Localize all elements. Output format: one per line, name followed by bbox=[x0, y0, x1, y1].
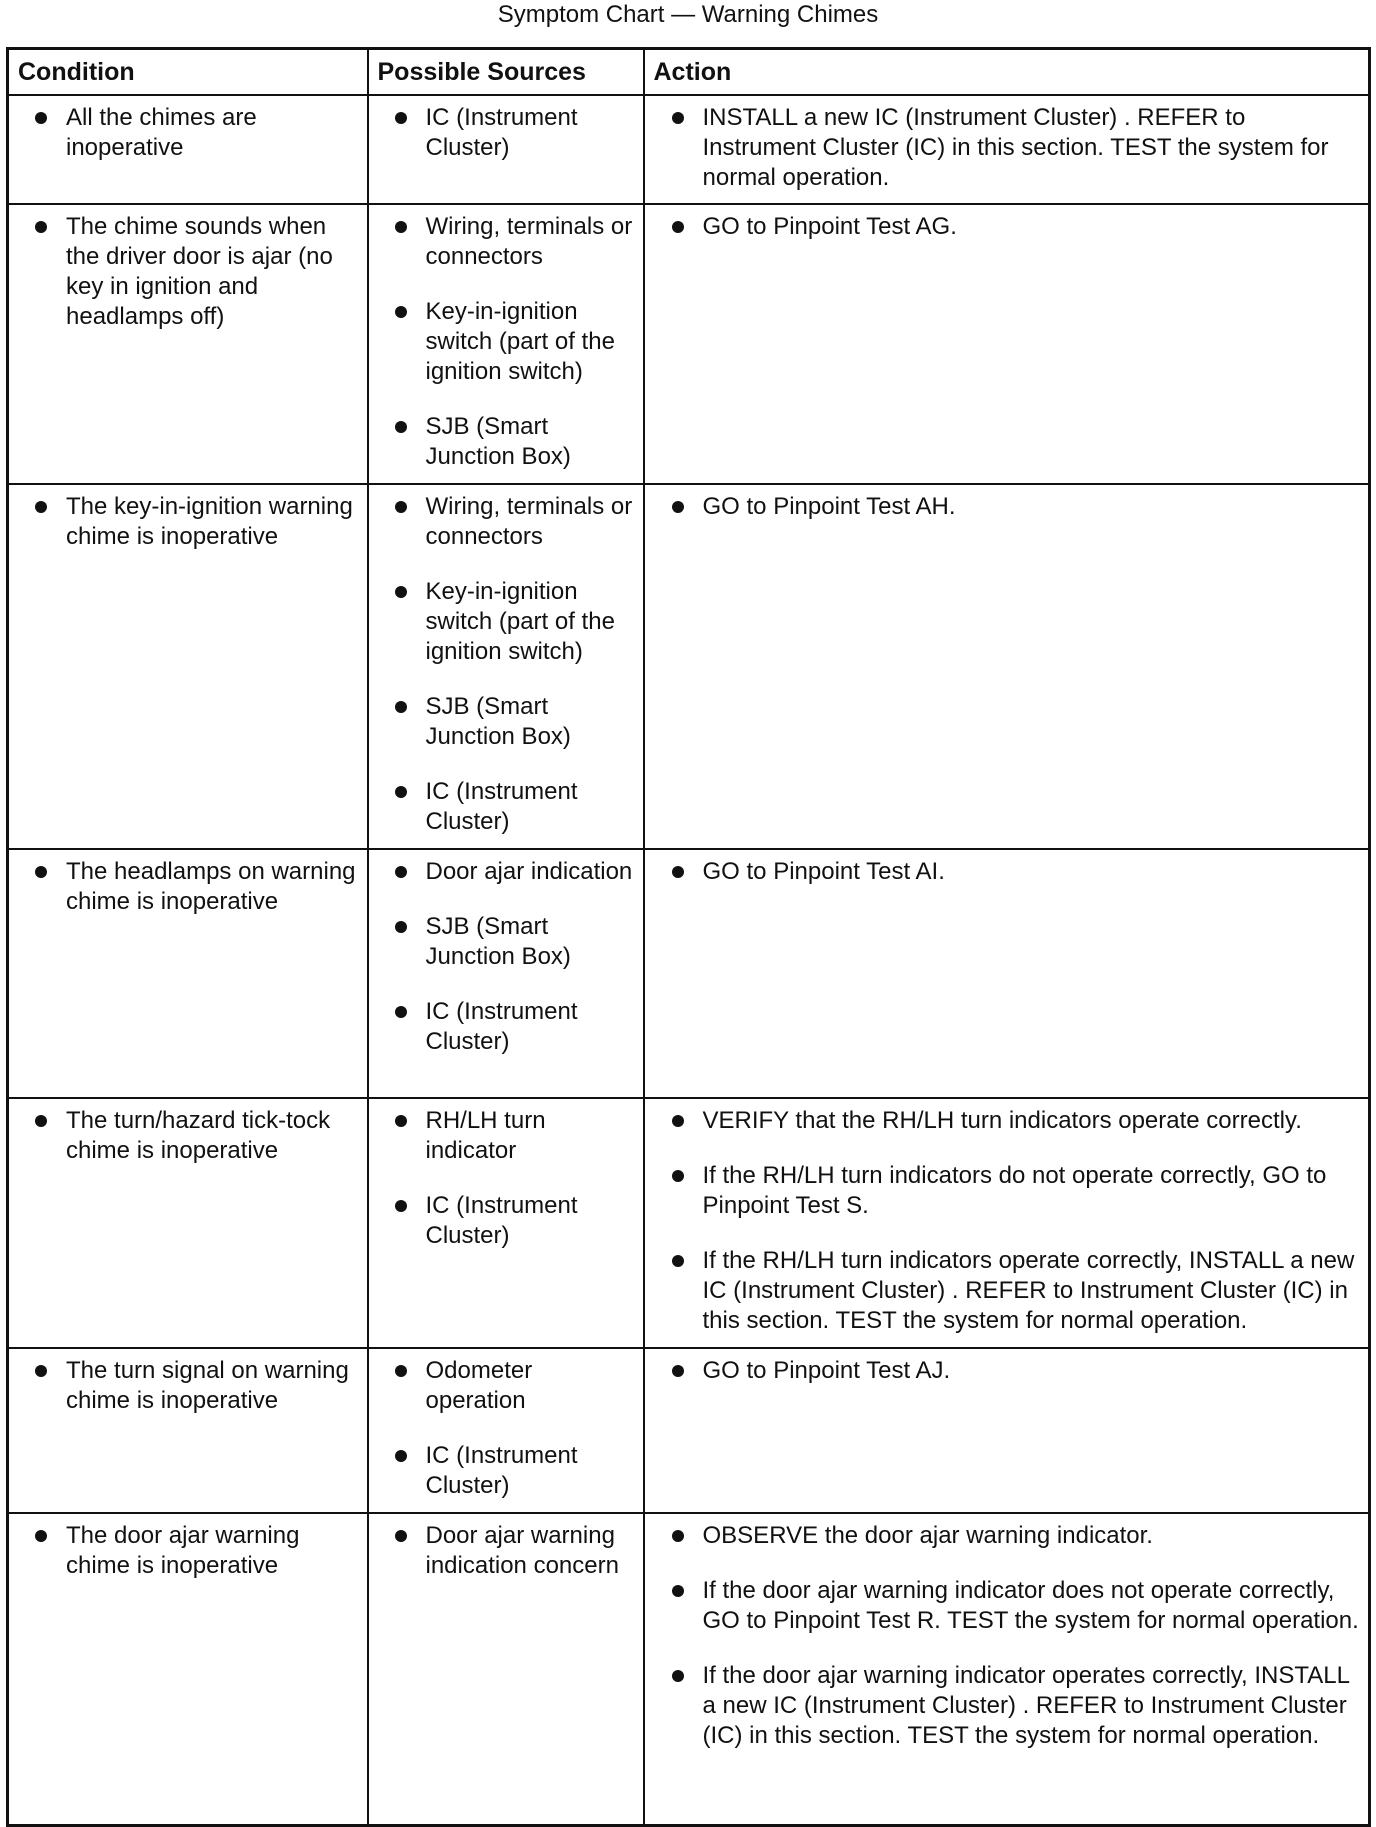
list-item bbox=[369, 1441, 637, 1501]
condition-cell bbox=[8, 95, 368, 204]
bullet-icon bbox=[672, 1530, 684, 1542]
table-row bbox=[8, 1348, 1370, 1513]
source-text: IC (Instrument Cluster) bbox=[425, 777, 578, 835]
list-item bbox=[645, 1661, 1363, 1751]
list-item bbox=[645, 857, 1363, 887]
action-text: OBSERVE the door ajar warning indicator. bbox=[702, 1521, 1153, 1549]
list-item bbox=[369, 1356, 637, 1416]
condition-text: The door ajar warning chime is inoperative bbox=[66, 1521, 300, 1579]
condition-header: Condition bbox=[8, 49, 368, 95]
sources-cell bbox=[368, 1513, 644, 1826]
bullet-icon bbox=[672, 1115, 684, 1127]
table-row bbox=[8, 95, 1370, 204]
source-text: Odometer operation bbox=[425, 1356, 533, 1414]
action-cell bbox=[644, 204, 1370, 484]
action-text: GO to Pinpoint Test AG. bbox=[702, 212, 957, 240]
action-text: GO to Pinpoint Test AI. bbox=[702, 857, 945, 885]
condition-text: The turn/hazard tick-tock chime is inoperative bbox=[66, 1106, 331, 1164]
action-cell bbox=[644, 849, 1370, 1098]
condition-cell bbox=[8, 1098, 368, 1348]
list-item bbox=[369, 577, 637, 667]
action-cell bbox=[644, 484, 1370, 849]
bullet-icon bbox=[395, 1530, 407, 1542]
action-cell bbox=[644, 1513, 1370, 1826]
action-header: Action bbox=[644, 49, 1370, 95]
bullet-icon bbox=[672, 501, 684, 513]
source-text: IC (Instrument Cluster) bbox=[425, 103, 578, 161]
source-text: SJB (Smart Junction Box) bbox=[425, 912, 571, 970]
source-text: RH/LH turn indicator bbox=[425, 1106, 546, 1164]
condition-text: The chime sounds when the driver door is ajar (no key in ignition and headlamps off) bbox=[66, 212, 333, 330]
bullet-icon bbox=[672, 221, 684, 233]
bullet-icon bbox=[395, 786, 407, 798]
bullet-icon bbox=[395, 421, 407, 433]
source-text: Key-in-ignition switch (part of the ignition switch) bbox=[425, 577, 615, 665]
sources-cell bbox=[368, 204, 644, 484]
condition-cell bbox=[8, 1513, 368, 1826]
list-item bbox=[9, 1106, 361, 1166]
condition-text: The turn signal on warning chime is inoperative bbox=[66, 1356, 349, 1414]
list-item bbox=[369, 1191, 637, 1251]
list-item bbox=[9, 1521, 361, 1581]
bullet-icon bbox=[395, 1365, 407, 1377]
bullet-icon bbox=[672, 1255, 684, 1267]
list-item bbox=[369, 1106, 637, 1166]
table-row bbox=[8, 849, 1370, 1098]
chart-title: Symptom Chart — Warning Chimes bbox=[497, 1, 879, 28]
bullet-icon bbox=[395, 501, 407, 513]
condition-cell bbox=[8, 849, 368, 1098]
bullet-icon bbox=[395, 112, 407, 124]
source-text: Door ajar indication bbox=[425, 857, 633, 885]
source-text: Wiring, terminals or connectors bbox=[425, 212, 633, 270]
bullet-icon bbox=[672, 112, 684, 124]
action-text: GO to Pinpoint Test AJ. bbox=[702, 1356, 951, 1384]
table-row bbox=[8, 484, 1370, 849]
condition-text: All the chimes are inoperative bbox=[66, 103, 257, 161]
action-cell bbox=[644, 1098, 1370, 1348]
action-text: If the RH/LH turn indicators do not operate correctly, GO to Pinpoint Test S. bbox=[702, 1161, 1327, 1219]
list-item bbox=[369, 857, 637, 887]
list-item bbox=[369, 777, 637, 837]
condition-text: The headlamps on warning chime is inoperative bbox=[66, 857, 356, 915]
sources-cell bbox=[368, 484, 644, 849]
bullet-icon bbox=[395, 586, 407, 598]
list-item bbox=[369, 297, 637, 387]
header-row bbox=[8, 49, 1370, 95]
list-item bbox=[369, 492, 637, 552]
list-item bbox=[645, 1106, 1363, 1136]
list-item bbox=[645, 1356, 1363, 1386]
list-item bbox=[9, 1356, 361, 1416]
list-item bbox=[645, 1576, 1363, 1636]
table-row bbox=[8, 1513, 1370, 1826]
list-item bbox=[369, 412, 637, 472]
bullet-icon bbox=[395, 1115, 407, 1127]
sources-cell bbox=[368, 1098, 644, 1348]
bullet-icon bbox=[395, 306, 407, 318]
sources-cell bbox=[368, 849, 644, 1098]
list-item bbox=[369, 912, 637, 972]
action-text: If the RH/LH turn indicators operate correctly, INSTALL a new IC (Instrument Cluster) . REFER to Instrument Cluster (IC) in this section. TEST the system for normal operation. bbox=[702, 1246, 1355, 1334]
bullet-icon bbox=[672, 1585, 684, 1597]
bullet-icon bbox=[395, 1006, 407, 1018]
bullet-icon bbox=[35, 1365, 47, 1377]
bullet-icon bbox=[672, 1365, 684, 1377]
bullet-icon bbox=[35, 501, 47, 513]
bullet-icon bbox=[395, 866, 407, 878]
bullet-icon bbox=[395, 1200, 407, 1212]
bullet-icon bbox=[395, 701, 407, 713]
source-text: SJB (Smart Junction Box) bbox=[425, 412, 571, 470]
list-item bbox=[369, 692, 637, 752]
list-item bbox=[9, 103, 361, 163]
action-text: If the door ajar warning indicator does not operate correctly, GO to Pinpoint Test R. TEST the system for normal operation. bbox=[702, 1576, 1359, 1634]
bullet-icon bbox=[672, 1170, 684, 1182]
action-text: GO to Pinpoint Test AH. bbox=[702, 492, 956, 520]
bullet-icon bbox=[35, 112, 47, 124]
possible-sources-header: Possible Sources bbox=[368, 49, 644, 95]
list-item bbox=[369, 1521, 637, 1581]
table-row bbox=[8, 1098, 1370, 1348]
condition-text: The key-in-ignition warning chime is inoperative bbox=[66, 492, 353, 550]
bullet-icon bbox=[35, 1115, 47, 1127]
list-item bbox=[369, 212, 637, 272]
action-text: If the door ajar warning indicator operates correctly, INSTALL a new IC (Instrument Cluster) . REFER to Instrument Cluster (IC) in this section. TEST the system for normal operation. bbox=[702, 1661, 1350, 1749]
action-text: VERIFY that the RH/LH turn indicators operate correctly. bbox=[702, 1106, 1302, 1134]
list-item bbox=[9, 492, 361, 552]
sources-cell bbox=[368, 1348, 644, 1513]
bullet-icon bbox=[672, 866, 684, 878]
bullet-icon bbox=[35, 866, 47, 878]
list-item bbox=[9, 857, 361, 917]
symptom-chart-table bbox=[6, 47, 1371, 1827]
list-item bbox=[645, 103, 1363, 193]
bullet-icon bbox=[35, 1530, 47, 1542]
source-text: Wiring, terminals or connectors bbox=[425, 492, 633, 550]
table-row bbox=[8, 204, 1370, 484]
condition-cell bbox=[8, 1348, 368, 1513]
action-text: INSTALL a new IC (Instrument Cluster) . REFER to Instrument Cluster (IC) in this section. TEST the system for normal operation. bbox=[702, 103, 1329, 191]
condition-cell bbox=[8, 484, 368, 849]
bullet-icon bbox=[395, 221, 407, 233]
source-text: IC (Instrument Cluster) bbox=[425, 1191, 578, 1249]
bullet-icon bbox=[395, 921, 407, 933]
bullet-icon bbox=[35, 221, 47, 233]
list-item bbox=[645, 1246, 1363, 1336]
condition-cell bbox=[8, 204, 368, 484]
bullet-icon bbox=[395, 1450, 407, 1462]
action-cell bbox=[644, 1348, 1370, 1513]
list-item bbox=[645, 212, 1363, 242]
source-text: SJB (Smart Junction Box) bbox=[425, 692, 571, 750]
source-text: IC (Instrument Cluster) bbox=[425, 997, 578, 1055]
sources-cell bbox=[368, 95, 644, 204]
list-item bbox=[645, 1161, 1363, 1221]
bullet-icon bbox=[672, 1670, 684, 1682]
list-item bbox=[645, 492, 1363, 522]
source-text: IC (Instrument Cluster) bbox=[425, 1441, 578, 1499]
list-item bbox=[645, 1521, 1363, 1551]
list-item bbox=[9, 212, 361, 332]
list-item bbox=[369, 103, 637, 163]
action-cell bbox=[644, 95, 1370, 204]
list-item bbox=[369, 997, 637, 1057]
source-text: Key-in-ignition switch (part of the ignition switch) bbox=[425, 297, 615, 385]
source-text: Door ajar warning indication concern bbox=[425, 1521, 619, 1579]
